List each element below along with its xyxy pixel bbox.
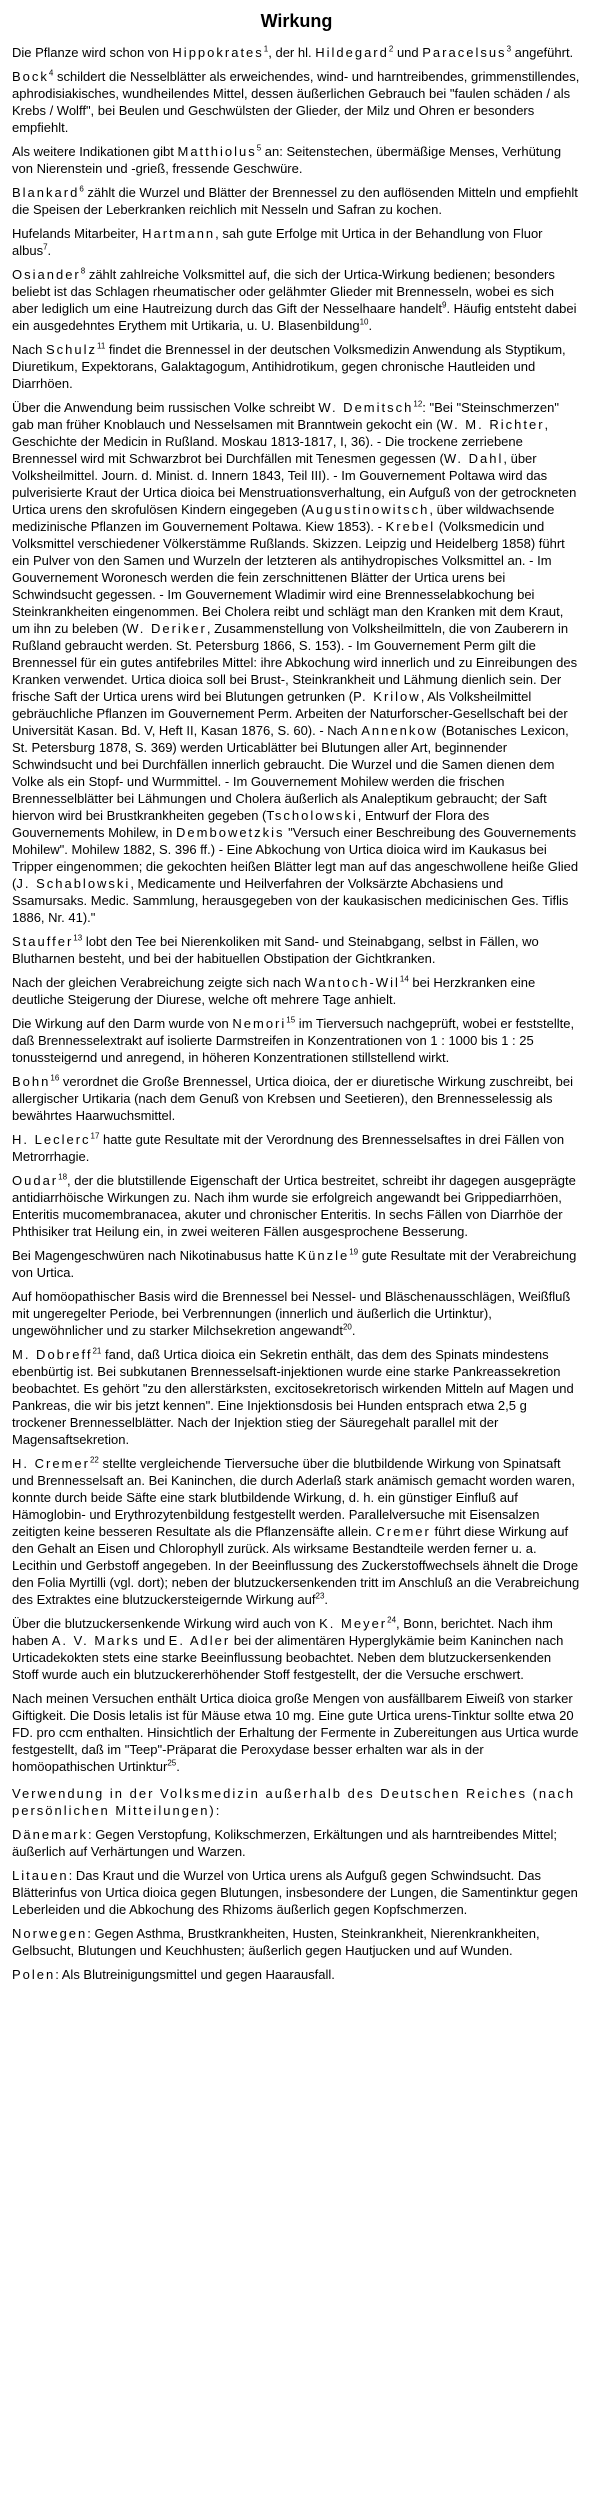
paragraph xyxy=(12,933,581,967)
author-name: W. M. Richter xyxy=(440,417,545,432)
country-text: : Das Kraut und die Wurzel von Urtica urens als Aufguß gegen Schwindsucht. Das Blätterinfus von Urtica dioica gegen Blutungen, insbesondere der Lungen, die Samentinktur gegen Leberleiden und die Abkochung des Rhizoms äußerlich gegen Kopfschmerzen. xyxy=(12,1868,578,1917)
paragraph xyxy=(12,184,581,218)
text-run: "Versuch einer Beschreibung des Gouvernements Mohilew". Mohilew 1882, S. 396 ff.) - Eine Abkochung von Urtica dioica wird im Kaukasus bei Tripper eingenommen; die gekochten heißen Blätter legt man auf das angeschwollene heiße Glied ( xyxy=(12,825,579,891)
author-name: Hildegard xyxy=(315,45,389,60)
author-name: Wantoch-Wil xyxy=(304,975,400,990)
footnote-ref: 8 xyxy=(80,266,86,276)
text-run: bei der alimentären Hyperglykämie beim Kaninchen nach Urticadekokten stets eine starke Beeinflussung beobachtet. Neben dem blutzuckersenkenden Stoff wurde auch ein blutzuckererhöhender Stoff festgestellt, der die Versuche erschwert. xyxy=(12,1633,564,1682)
text-run: schildert die Nesselblätter als erweichendes, wind- und harntreibendes, grimmenstillendes, aphrodisiakisches, wundheilendes Mittel, dessen äußerlichen Gebrauch bei "faulen schäden / als Krebs / Wolff", bei Beulen und Geschwülsten der Glieder, der Milz und Ohren er besonders empfiehlt. xyxy=(12,69,580,135)
author-name: Stauffer xyxy=(12,934,74,949)
paragraph xyxy=(12,399,581,926)
text-run: (Botanisches Lexicon, St. Petersburg 1878, S. 369) werden Urticablätter bei Blutungen aller Art, beginnender Schwindsucht und bei Durchfällen innerlich gebraucht. Die Wurzel und die Samen dienen dem Volke als ein Stopf- und Wurmmittel. - Im Gouvernement Mohilew werden die frischen Brennesselblätter bei Lähmungen und Cholera äußerlich als Analeptikum gebraucht; der Saft hiervon wird bei Brustkrankheiten gegeben ( xyxy=(12,723,569,823)
text-run: . xyxy=(351,1323,356,1338)
paragraph xyxy=(12,341,581,392)
text-run: hatte gute Resultate mit der Verordnung des Brennesselsaftes in drei Fällen von Metrorrhagie. xyxy=(12,1132,565,1164)
text-run: und xyxy=(139,1633,169,1648)
footnote-ref: 12 xyxy=(413,399,423,409)
footnote-ref: 20 xyxy=(342,1322,352,1332)
text-run: , Bonn, berichtet. Nach ihm haben xyxy=(12,1616,553,1648)
text-run: Nach der gleichen Verabreichung zeigte sich nach xyxy=(12,975,305,990)
author-name: J. Schablowski xyxy=(16,876,131,891)
text-run: (Volksmedicin und Volksmittel verschiedener Völkerstämme Rußlands. Skizzen. Leipzig und Heidelberg 1858) führt ein Pulver von den Samen und Wurzeln der letzteren als antihydropisches Volksmittel an. - Im Gouvernement Woronesch werden die fein zerschnittenen Blätter der Urtica urens bei Schwindsucht gegessen. - Im Gouvernement Wladimir wird eine Brennesselabkochung bei Steinkrankheiten eingenommen. Bei Cholera reibt und schlägt man den Kranken mit dem Kraut, um ihn zu beleben ( xyxy=(12,519,565,636)
text-run: . xyxy=(368,318,373,333)
text-run: findet die Brennessel in der deutschen Volksmedizin Anwendung als Styptikum, Diuretikum, Expektorans, Galaktagogum, Antihidrotikum, gegen chronische Hautleiden und Diarrhöen. xyxy=(12,342,566,391)
footnote-ref: 22 xyxy=(89,1455,99,1465)
footnote-ref: 1 xyxy=(263,44,269,54)
footnote-ref: 13 xyxy=(73,933,83,943)
footnote-ref: 14 xyxy=(399,974,409,984)
author-name: Cremer xyxy=(375,1524,431,1539)
author-name: Hartmann xyxy=(142,226,216,241)
text-run: . Häufig entsteht dabei ein ausgedehntes Erythem mit Urtikaria, u. U. Blasenbildung xyxy=(12,301,577,333)
paragraph xyxy=(12,68,581,136)
author-name: Dembowetzkis xyxy=(176,825,285,840)
paragraph xyxy=(12,1131,581,1165)
footnote-ref: 11 xyxy=(97,341,106,351)
author-name: Krebel xyxy=(385,519,436,534)
text-run: und xyxy=(393,45,423,60)
author-name: Paracelsus xyxy=(422,45,507,60)
paragraph xyxy=(12,1247,581,1281)
footnote-ref: 15 xyxy=(286,1015,296,1025)
text-run: , der hl. xyxy=(268,45,316,60)
text-run: , Als Volksheilmittel gebräuchliche Pflanzen im Gouvernement Perm. Arbeiten der Naturforscher-Gesellschaft bei der Universität Kasan. Bd. V, Heft II, Kasan 1876, S. 60). - Nach xyxy=(12,689,568,738)
author-name: Hippokrates xyxy=(172,45,264,60)
footnote-ref: 24 xyxy=(387,1615,397,1625)
text-run: Bei Magengeschwüren nach Nikotinabusus hatte xyxy=(12,1248,298,1263)
footnote-ref: 4 xyxy=(48,68,54,78)
author-name: H. Cremer xyxy=(12,1456,90,1471)
author-name: Schulz xyxy=(45,342,97,357)
author-name: Osiander xyxy=(12,267,81,282)
footnote-ref: 17 xyxy=(90,1131,100,1141)
text-run: , Geschichte der Medicin in Rußland. Moskau 1813-1817, I, 36). - Die trockene zerriebene Brennessel wird mit Schwarzbrot bei Durchfällen mit Tenesmen gegessen ( xyxy=(12,417,549,466)
country-entry xyxy=(12,1826,581,1860)
paragraph xyxy=(12,1346,581,1448)
country-list xyxy=(12,1826,581,1983)
country-entry xyxy=(12,1867,581,1918)
text-run: führt diese Wirkung auf den Gehalt an Eisen und Chlorophyll zurück. Als wirksame Bestandteile werden ferner u. a. Lecithin und Gerbstoff angegeben. In der Beeinflussung des Zuckerstoffwechsels ähnelt die Droge den Folia Myrtilli (vgl. dort); neben der blutzuckersenkenden tritt im Anschluß an die Verabreichung des Extraktes eine blutzuckersteigernde Wirkung auf xyxy=(12,1524,580,1607)
text-run: , über Volksheilmittel. Journ. d. Minist. d. Innern 1843, Teil III). - Im Gouvernement Poltawa wird das pulverisierte Kraut der Urtica dioica bei Menstruationsverhaltung, ein Aufguß von der getrockneten Urtica urens den skrofulösen Kindern eingegeben ( xyxy=(12,451,577,517)
text-run: zählt die Wurzel und Blätter der Brennessel zu den auflösenden Mitteln und empfiehlt die Speisen der Leberkranken reichlich mit Nesseln und Safran zu kochen. xyxy=(12,185,578,217)
author-name: P. Krilow xyxy=(353,689,421,704)
text-run: Auf homöopathischer Basis wird die Brennessel bei Nessel- und Bläschenausschlägen, Weißfluß mit ungeregelter Periode, bei Verbrennungen (innerlich und äußerlich die Urtinktur), ungewöhnlicher und zu starker Milchsekretion angewandt xyxy=(12,1289,571,1338)
text-run: bei Herzkranken eine deutliche Steigerung der Diurese, welche oft mehrere Tage anhielt. xyxy=(12,975,536,1007)
footnote-ref: 9 xyxy=(441,300,447,310)
country-entry xyxy=(12,1966,581,1983)
section-heading: Verwendung in der Volksmedizin außerhalb des Deutschen Reiches (nach persönlichen Mitteilungen): xyxy=(12,1786,576,1818)
text-run: , über wildwachsende medizinische Pflanzen im Gouvernement Poltawa. Kiew 1853). - xyxy=(12,502,555,534)
text-run: . xyxy=(47,243,52,258)
paragraph xyxy=(12,1455,581,1608)
text-run: im Tierversuch nachgeprüft, wobei er feststellte, daß Brennesselextrakt auf isolierte Darmstreifen in Konzentrationen von 1 : 1000 bis 1 : 25 tonussteigernd und anregend, in höheren Konzentrationen stillstellend wirkt. xyxy=(12,1016,575,1065)
footnote-ref: 3 xyxy=(506,44,512,54)
country-name: Polen xyxy=(12,1967,56,1982)
text-run: . xyxy=(176,1759,180,1774)
text-run: gute Resultate mit der Verabreichung von Urtica. xyxy=(12,1248,577,1280)
text-run: Hufelands Mitarbeiter, xyxy=(12,226,143,241)
paragraph xyxy=(12,974,581,1008)
author-name: Annenkow xyxy=(361,723,438,738)
author-name: H. Leclerc xyxy=(12,1132,91,1147)
author-name: Künzle xyxy=(297,1248,350,1263)
footnote-ref: 19 xyxy=(349,1247,359,1257)
footnote-ref: 10 xyxy=(359,317,369,327)
country-text: : Als Blutreinigungsmittel und gegen Haarausfall. xyxy=(55,1967,335,1982)
author-name: Bock xyxy=(12,69,49,84)
author-name: Oudar xyxy=(12,1173,59,1188)
page-title: Wirkung xyxy=(260,11,333,31)
text-run: : "Bei "Steinschmerzen" gab man früher Knoblauch und Nesselsamen mit Branntwein gekocht ein ( xyxy=(12,400,559,432)
author-name: A. V. Marks xyxy=(51,1633,140,1648)
author-name: Matthiolus xyxy=(177,144,257,159)
body-paragraphs xyxy=(12,44,581,1775)
footnote-ref: 2 xyxy=(388,44,394,54)
text-run: , sah gute Erfolge mit Urtica in der Behandlung von Fluor albus xyxy=(12,226,543,258)
author-name: K. Meyer xyxy=(319,1616,388,1631)
text-run: angeführt. xyxy=(511,45,574,60)
footnote-ref: 23 xyxy=(315,1591,325,1601)
text-run: an: Seitenstechen, übermäßige Menses, Verhütung von Nierenstein und -grieß, fressende Geschwüre. xyxy=(12,144,562,176)
text-run: lobt den Tee bei Nierenkoliken mit Sand- und Steinabgang, selbst in Fällen, wo Blutharnen besteht, und bei der habituellen Obstipation der Gichtkranken. xyxy=(12,934,539,966)
text-run: stellte vergleichende Tierversuche über die blutbildende Wirkung von Spinatsaft und Brennesselsaft an. Bei Kaninchen, die durch Aderlaß stark anämisch gemacht worden waren, konnte durch beide Säfte eine stark blutbildende Wirkung, d. h. ein günstiger Einfluß auf Hämoglobin- und Erythrozytenbildung festgestellt werden. Parallelversuche mit Eisensalzen zeitigten keine besseren Resultate als die Pflanzensäfte allein. xyxy=(12,1456,575,1539)
text-run: Nach meinen Versuchen enthält Urtica dioica große Mengen von ausfällbarem Eiweiß von starker Giftigkeit. Die Dosis letalis ist für Mäuse etwa 10 mg. Eine gute Urtica urens-Tinktur sollte etwa 20 FD. pro ccm enthalten. Hinsichtlich der Erhaltung der Fermente in Zubereitungen aus Urtica wurde festgestellt, daß im "Teep"-Präparat die Peroxydase besser erhalten war als in der homöopathischen Urtinktur xyxy=(12,1691,579,1774)
text-run: Über die blutzuckersenkende Wirkung wird auch von xyxy=(12,1616,320,1631)
author-name: Tscholowski xyxy=(266,808,358,823)
country-name: Norwegen xyxy=(12,1926,88,1941)
country-name: Litauen xyxy=(12,1868,69,1883)
footnote-ref: 7 xyxy=(43,242,48,252)
author-name: Augustinowitsch xyxy=(305,502,430,517)
text-run: fand, daß Urtica dioica ein Sekretin enthält, das dem des Spinats mindestens ebenbürtig ist. Bei subkutanen Brennesselsaft-injektionen wurde eine starke Pankreassekretion beobachtet. Es gehört "zu den allerstärksten, excitosekretorisch wirkenden Mitteln auf Magen und Pankreas, die wir bis jetzt kennen". Eine Injektionsdosis bei Hunden entsprach etwa 2,5 g trockener Brennesselblätter. Nach der Injektion stieg der Säuregehalt parallel mit der Magensaftsekretion. xyxy=(12,1347,574,1447)
text-run: , Zusammenstellung von Volksheilmitteln, die von Zauberern in Rußland gebraucht werden. St. Petersburg 1866, S. 153). - Im Gouvernement Perm gilt die Brennessel für ein gutes antifebriles Mittel: ihre Abkochung wird innerlich und zu Einreibungen des Kranken verwendet. Urtica dioica soll bei Brust-, Steinkrankheit und Lähmung dienlich sein. Der frische Saft der Urtica urens wird bei Blutungen getrunken ( xyxy=(12,621,578,704)
folk-medicine-section xyxy=(12,1785,581,1983)
paragraph xyxy=(12,1288,581,1339)
text-run: Nach xyxy=(12,342,46,357)
text-run: verordnet die Große Brennessel, Urtica dioica, der er diuretische Wirkung zuschreibt, bei allergischer Urtikaria (nach dem Genuß von Krebsen und Seetieren), den Brennesselessig als bewährtes Haarwuchsmittel. xyxy=(12,1074,574,1123)
footnote-ref: 25 xyxy=(167,1758,177,1768)
footnote-ref: 6 xyxy=(79,184,84,194)
author-name: Bohn xyxy=(12,1074,51,1089)
paragraph xyxy=(12,143,581,177)
author-name: M. Dobreff xyxy=(12,1347,93,1362)
footnote-ref: 5 xyxy=(256,143,262,153)
text-run: , der die blutstillende Eigenschaft der Urtica bestreitet, schreibt ihr dagegen ausgeprägte antidiarrhöische Wirkungen zu. Nach ihm wurde sie erfolgreich angewandt bei Grippediarrhöen, Enteritis mucomembranacea, akuter und chronischer Enteritis. In sechs Fällen von Diarrhöe der Phthisiker trat Heilung ein, in zwei weiteren Fällen ausgesprochene Besserung. xyxy=(12,1173,576,1239)
author-name: Blankard xyxy=(12,185,80,200)
footnote-ref: 18 xyxy=(58,1172,68,1182)
text-run: . xyxy=(324,1592,329,1607)
author-name: E. Adler xyxy=(168,1633,231,1648)
paragraph xyxy=(12,44,581,61)
text-run: , Medicamente und Heilverfahren der Volksärzte Abchasiens und Ssamursaks. Medic. Sammlung, herausgegeben von der kaukasischen medicinischen Ges. Tiflis 1886, Nr. 41)." xyxy=(12,876,569,925)
paragraph xyxy=(12,1172,581,1240)
country-text: : Gegen Asthma, Brustkrankheiten, Husten, Steinkrankheit, Nierenkrankheiten, Gelbsucht, Blutungen und Keuchhusten; äußerlich gegen Hautjucken und auf Wunden. xyxy=(12,1926,540,1958)
country-text: : Gegen Verstopfung, Kolikschmerzen, Erkältungen und als harntreibendes Mittel; äußerlich auf Verhärtungen und Warzen. xyxy=(12,1827,557,1859)
paragraph xyxy=(12,1015,581,1066)
footnote-ref: 16 xyxy=(50,1073,60,1083)
paragraph xyxy=(12,1615,581,1683)
author-name: Nemori xyxy=(232,1016,287,1031)
author-name: W. Dahl xyxy=(443,451,504,466)
text-run: Über die Anwendung beim russischen Volke schreibt xyxy=(12,400,319,415)
paragraph xyxy=(12,1690,581,1775)
paragraph xyxy=(12,266,581,334)
text-run: zählt zahlreiche Volksmittel auf, die sich der Urtica-Wirkung bedienen; besonders beliebt ist das Schlagen rheumatischer oder gelähmter Glieder mit Brennesseln, wobei es sich aber lediglich um eine Hautreizung durch das Gift der Nesselhaare handelt xyxy=(12,267,555,316)
author-name: W. Demitsch xyxy=(318,400,414,415)
country-entry xyxy=(12,1925,581,1959)
text-run: Als weitere Indikationen gibt xyxy=(12,144,178,159)
text-run: Die Wirkung auf den Darm wurde von xyxy=(12,1016,233,1031)
paragraph xyxy=(12,1073,581,1124)
paragraph xyxy=(12,225,581,259)
text-run: Die Pflanze wird schon von xyxy=(12,45,173,60)
country-name: Dänemark xyxy=(12,1827,88,1842)
text-run: , Entwurf der Flora des Gouvernements Mohilew, in xyxy=(12,808,490,840)
author-name: W. Deriker xyxy=(126,621,207,636)
footnote-ref: 21 xyxy=(92,1346,102,1356)
